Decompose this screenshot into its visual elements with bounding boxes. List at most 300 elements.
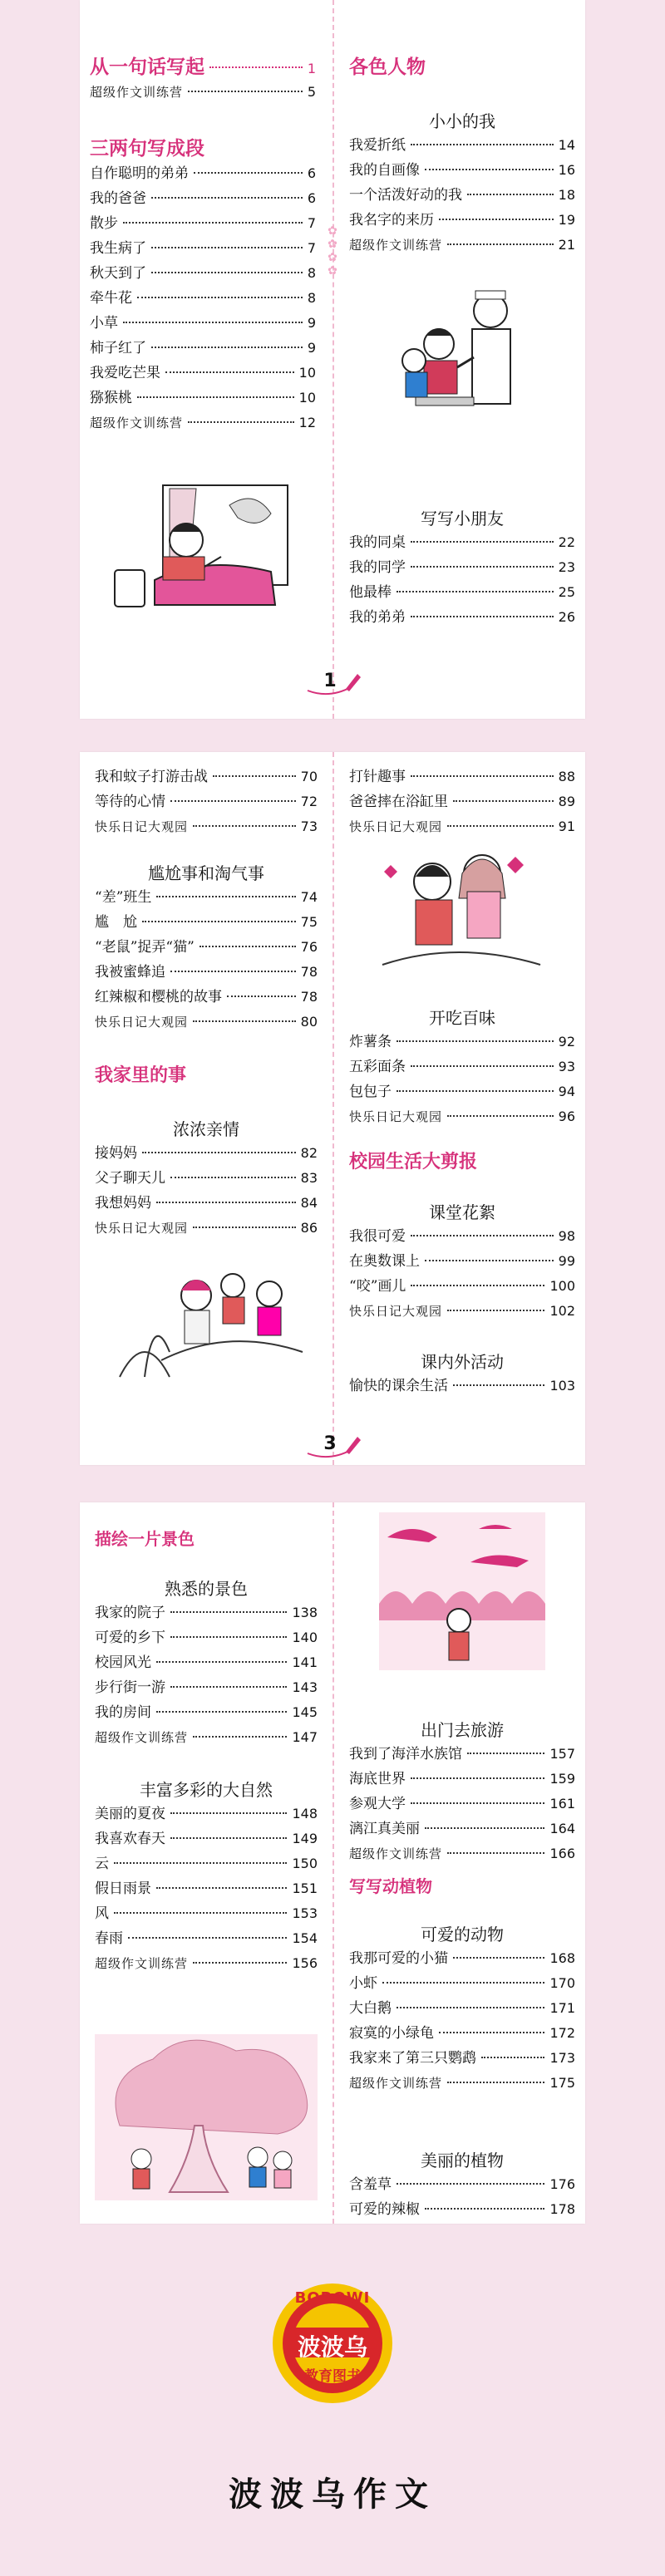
toc-entry[interactable] (90, 186, 316, 211)
entry-title: 校园风光 (95, 1654, 151, 1671)
entry-page-number: 175 (549, 2075, 575, 2091)
toc-entry[interactable] (95, 985, 318, 1010)
toc-list (95, 764, 318, 839)
entry-page-number: 5 (307, 84, 316, 100)
dot-leader (411, 566, 554, 568)
toc-entry[interactable] (95, 764, 318, 789)
cherry-tree-illustration (95, 2034, 318, 2200)
toc-entry[interactable] (90, 261, 316, 286)
entry-page-number: 151 (292, 1880, 318, 1896)
toc-list (90, 80, 316, 105)
entry-page-number: 88 (558, 769, 575, 784)
entry-page-number: 74 (300, 889, 318, 905)
entry-page-number: 96 (558, 1109, 575, 1124)
toc-page-1 (80, 0, 585, 719)
toc-entry[interactable] (349, 133, 575, 158)
entry-title: 可爱的辣椒 (349, 2201, 420, 2218)
entry-title: 超级作文训练营 (349, 1846, 443, 1861)
entry-title: 我的爸爸 (90, 190, 146, 207)
dot-leader (156, 1202, 296, 1203)
subsection-title: 浓浓亲情 (173, 1119, 239, 1139)
toc-list (95, 1141, 318, 1241)
entry-title: 我的房间 (95, 1704, 151, 1721)
logo-top-text: BOROWI (294, 2289, 371, 2307)
entry-page-number: 22 (558, 534, 575, 550)
dot-leader (453, 1384, 544, 1386)
toc-entry[interactable] (349, 530, 575, 555)
toc-entry[interactable] (349, 789, 575, 814)
dot-leader (411, 616, 554, 617)
dot-leader (411, 1777, 544, 1779)
logo-bottom-text: 教育图书 (304, 2368, 361, 2385)
dot-leader (447, 1852, 544, 1854)
entry-title: 小虾 (349, 1975, 377, 1992)
toc-entry[interactable] (349, 605, 575, 630)
dot-leader (467, 194, 554, 195)
dot-leader (194, 172, 303, 174)
entry-page-number: 16 (558, 162, 575, 178)
dot-leader (151, 247, 303, 248)
toc-entry[interactable] (95, 1650, 318, 1675)
toc-entry[interactable] (349, 1079, 575, 1104)
entry-page-number: 176 (549, 2176, 575, 2192)
entry-title: 我家来了第三只鹦鹉 (349, 2050, 476, 2067)
left-column (95, 752, 318, 1465)
entry-page-number: 78 (300, 989, 318, 1005)
entry-title: 快乐日记大观园 (95, 1221, 189, 1236)
toc-list (349, 530, 575, 630)
dot-leader (156, 1711, 287, 1713)
entry-title: 我很可爱 (349, 1228, 406, 1245)
entry-page-number: 172 (549, 2025, 575, 2041)
entry-title: 尴 尬 (95, 914, 137, 931)
entry-page-number: 156 (292, 1955, 318, 1971)
toc-list (349, 133, 575, 258)
entry-page-number: 8 (307, 290, 316, 306)
entry-title: 我名字的来历 (349, 212, 434, 229)
entry-page-number: 93 (558, 1059, 575, 1074)
page-number: 3 (323, 1433, 337, 1454)
entry-page-number: 149 (292, 1831, 318, 1846)
entry-title: 超级作文训练营 (90, 85, 184, 100)
dot-leader (170, 971, 296, 972)
toc-list (349, 1946, 575, 2096)
toc-entry[interactable] (349, 2172, 575, 2197)
toc-entry[interactable] (349, 1792, 575, 1816)
entry-title: 我生病了 (90, 240, 146, 257)
entry-title: 柿子红了 (90, 340, 146, 356)
entry-title: 快乐日记大观园 (95, 1015, 189, 1030)
dot-leader (481, 2057, 544, 2058)
toc-entry[interactable] (90, 286, 316, 311)
toc-entry[interactable] (349, 1274, 575, 1299)
toc-entry[interactable] (95, 1926, 318, 1951)
toc-entry[interactable] (90, 211, 316, 236)
toc-list (349, 1374, 575, 1399)
right-column (349, 1502, 575, 2224)
entry-title: 快乐日记大观园 (349, 1109, 443, 1124)
dot-leader (397, 2183, 544, 2185)
dot-leader (151, 347, 303, 348)
dot-leader (397, 591, 554, 592)
toc-entry[interactable] (90, 410, 316, 435)
section-title: 校园生活大剪报 (349, 1152, 478, 1172)
entry-page-number: 98 (558, 1228, 575, 1244)
entry-page-number: 103 (549, 1378, 575, 1394)
toc-entry[interactable] (95, 1191, 318, 1216)
toc-entry[interactable] (349, 764, 575, 789)
dot-leader (188, 421, 294, 423)
toc-entry[interactable] (95, 1876, 318, 1901)
dot-leader (453, 1957, 544, 1959)
toc-entry[interactable] (95, 1010, 318, 1035)
toc-entry[interactable] (349, 1971, 575, 1996)
entry-page-number: 10 (298, 390, 316, 406)
toc-entry[interactable] (349, 208, 575, 233)
entry-title: 步行街一游 (95, 1679, 165, 1696)
dot-leader (170, 800, 296, 802)
toc-entry[interactable] (349, 1224, 575, 1249)
dot-leader (411, 541, 554, 543)
toc-entry[interactable] (349, 1249, 575, 1274)
entry-title: 漓江真美丽 (349, 1821, 420, 1837)
entry-title: 超级作文训练营 (95, 1956, 189, 1971)
subsection-title: 小小的我 (429, 111, 495, 131)
toc-entry[interactable] (95, 1625, 318, 1650)
toc-entry[interactable] (349, 555, 575, 580)
dot-leader (170, 1177, 296, 1178)
toc-entry[interactable] (349, 1104, 575, 1129)
entry-title: 小草 (90, 315, 118, 332)
toc-entry[interactable] (95, 1851, 318, 1876)
toc-entry[interactable] (349, 1374, 575, 1399)
dot-leader (425, 169, 554, 170)
dot-leader (170, 1686, 287, 1688)
toc-entry[interactable] (349, 580, 575, 605)
toc-entry[interactable] (349, 814, 575, 839)
entry-page-number: 143 (292, 1679, 318, 1695)
entry-title: 秋天到了 (90, 265, 146, 282)
dot-leader (411, 775, 554, 777)
entry-page-number: 100 (549, 1278, 575, 1294)
toc-entry[interactable] (95, 1675, 318, 1700)
entry-page-number: 161 (549, 1796, 575, 1812)
toc-list (90, 161, 316, 435)
entry-title: 我的同学 (349, 559, 406, 576)
toc-entry[interactable] (95, 960, 318, 985)
toc-entry[interactable] (349, 1742, 575, 1767)
entry-title: 我想妈妈 (95, 1195, 151, 1212)
section-title: 三两句写成段 (90, 138, 204, 160)
entry-page-number: 171 (549, 2000, 575, 2016)
toc-entry[interactable] (90, 236, 316, 261)
dot-leader (425, 1260, 554, 1261)
entry-page-number: 72 (300, 794, 318, 809)
entry-page-number: 94 (558, 1084, 575, 1099)
entry-title: 愉快的课余生活 (349, 1378, 448, 1394)
dot-leader (382, 1982, 544, 1984)
toc-entry[interactable] (95, 1700, 318, 1725)
toc-entry[interactable] (95, 1216, 318, 1241)
entry-title: 我喜欢春天 (95, 1831, 165, 1847)
toc-entry[interactable] (349, 2197, 575, 2222)
toc-entry[interactable] (349, 1030, 575, 1054)
subsection-title: 尴尬事和淘气事 (148, 863, 264, 883)
toc-entry[interactable] (349, 1054, 575, 1079)
entry-page-number: 10 (298, 365, 316, 381)
entry-title: 美丽的夏夜 (95, 1806, 165, 1822)
dot-leader (170, 1611, 287, 1613)
entry-page-number: 150 (292, 1856, 318, 1871)
entry-page-number: 168 (549, 1950, 575, 1966)
entry-title: 我的自画像 (349, 162, 420, 179)
dot-leader (165, 371, 294, 373)
dot-leader (425, 2208, 544, 2210)
entry-page-number: 157 (549, 1746, 575, 1762)
entry-page-number: 154 (292, 1930, 318, 1946)
entry-title: “老鼠”捉弄“猫” (95, 939, 195, 956)
entry-title: 可爱的乡下 (95, 1630, 165, 1646)
toc-entry[interactable] (349, 1996, 575, 2021)
toc-entry[interactable] (90, 161, 316, 186)
footer-title: 波波乌作文 (229, 2475, 436, 2514)
dot-leader (447, 1115, 554, 1117)
toc-entry[interactable] (90, 336, 316, 361)
toc-entry[interactable] (95, 910, 318, 935)
entry-page-number: 153 (292, 1905, 318, 1921)
entry-page-number: 14 (558, 137, 575, 153)
toc-entry[interactable] (90, 386, 316, 410)
section-title: 我家里的事 (95, 1065, 187, 1086)
toc-list (349, 1030, 575, 1129)
toc-entry[interactable] (349, 2046, 575, 2071)
column-divider (332, 0, 334, 719)
sick-boy-illustration (105, 480, 304, 617)
entry-page-number: 159 (549, 1771, 575, 1787)
dot-leader (411, 1065, 554, 1067)
dot-leader (193, 1227, 296, 1228)
toc-list (95, 1600, 318, 1750)
kids-playing-illustration (111, 1261, 311, 1385)
entry-title: 我的同桌 (349, 534, 406, 551)
entry-page-number: 82 (300, 1145, 318, 1161)
toc-entry[interactable] (95, 1951, 318, 1976)
dot-leader (227, 995, 296, 997)
entry-page-number: 12 (298, 415, 316, 430)
dot-leader (439, 219, 554, 220)
entry-page-number: 19 (558, 212, 575, 228)
entry-page-number: 173 (549, 2050, 575, 2066)
dot-leader (467, 1753, 544, 1754)
dot-leader (193, 1020, 296, 1022)
toc-entry[interactable] (95, 1166, 318, 1191)
entry-page-number: 148 (292, 1806, 318, 1821)
entry-title: 打针趣事 (349, 769, 406, 785)
left-column (90, 0, 316, 719)
entry-title: 海底世界 (349, 1771, 406, 1787)
dot-leader (170, 1837, 287, 1839)
dot-leader (156, 896, 295, 897)
toc-entry[interactable] (95, 1141, 318, 1166)
dot-leader (193, 1736, 287, 1738)
entry-title: 在奥数课上 (349, 1253, 420, 1270)
toc-entry[interactable] (95, 1600, 318, 1625)
entry-page-number: 145 (292, 1704, 318, 1720)
entry-title: 五彩面条 (349, 1059, 406, 1075)
entry-title: 我被蜜蜂追 (95, 964, 165, 981)
dot-leader (142, 1152, 296, 1153)
toc-entry[interactable] (349, 158, 575, 183)
dot-leader (397, 1090, 554, 1092)
subsection-title: 可爱的动物 (421, 1925, 504, 1944)
entry-page-number: 178 (549, 2201, 575, 2217)
toc-page-3 (80, 752, 585, 1465)
toc-entry[interactable] (349, 2071, 575, 2096)
dot-leader (193, 825, 296, 827)
dot-leader (447, 1310, 544, 1311)
entry-page-number: 8 (307, 265, 316, 281)
dot-leader (213, 775, 296, 777)
entry-title: 超级作文训练营 (90, 415, 184, 430)
entry-title: 我的弟弟 (349, 609, 406, 626)
right-column (349, 752, 575, 1465)
entry-page-number: 86 (300, 1220, 318, 1236)
page-number-badge (304, 669, 362, 697)
dot-leader (114, 1912, 287, 1914)
dot-leader (188, 91, 303, 92)
entry-page-number: 18 (558, 187, 575, 203)
dot-leader (142, 921, 296, 922)
entry-page-number: 99 (558, 1253, 575, 1269)
toc-entry[interactable] (349, 2021, 575, 2046)
toc-entry[interactable] (95, 1802, 318, 1826)
toc-list (349, 764, 575, 839)
toc-entry[interactable] (349, 1767, 575, 1792)
doctor-injection-illustration (391, 281, 540, 430)
dot-leader (137, 396, 294, 398)
dot-leader (453, 800, 554, 802)
entry-page-number: 7 (307, 215, 316, 231)
toc-entry[interactable] (90, 361, 316, 386)
dot-leader (151, 197, 303, 199)
section-page: 1 (307, 61, 316, 76)
entry-page-number: 9 (307, 315, 316, 331)
entry-page-number: 170 (549, 1975, 575, 1991)
page-number: 1 (323, 671, 337, 691)
section-title: 从一句话写起 (90, 57, 204, 78)
entry-page-number: 7 (307, 240, 316, 256)
entry-page-number: 21 (558, 237, 575, 253)
toc-entry[interactable] (95, 1826, 318, 1851)
dot-leader (397, 2007, 544, 2008)
column-divider (332, 752, 334, 1465)
entry-page-number: 147 (292, 1729, 318, 1745)
aquarium-illustration (379, 1512, 545, 1670)
toc-entry[interactable] (349, 183, 575, 208)
toc-entry[interactable] (349, 1816, 575, 1841)
toc-entry[interactable] (90, 80, 316, 105)
subsection-title: 课内外活动 (421, 1352, 504, 1372)
toc-entry[interactable] (95, 814, 318, 839)
entry-page-number: 80 (300, 1014, 318, 1030)
dot-leader (128, 1937, 287, 1939)
section-header-1[interactable] (90, 52, 316, 79)
toc-entry[interactable] (95, 935, 318, 960)
dot-leader (123, 322, 303, 323)
entry-page-number: 9 (307, 340, 316, 356)
entry-title: 我那可爱的小猫 (349, 1950, 448, 1967)
toc-entry[interactable] (95, 789, 318, 814)
dot-leader (209, 66, 303, 68)
toc-list (95, 1802, 318, 1976)
entry-title: 我家的院子 (95, 1605, 165, 1621)
borowi-logo (270, 2281, 395, 2406)
toc-entry[interactable] (349, 233, 575, 258)
entry-page-number: 92 (558, 1034, 575, 1050)
toc-list (95, 885, 318, 1035)
entry-page-number: 164 (549, 1821, 575, 1836)
entry-title: 猕猴桃 (90, 390, 132, 406)
dot-leader (114, 1862, 287, 1864)
dot-leader (425, 1827, 544, 1829)
dot-leader (411, 1802, 544, 1804)
logo-main-text: 波波乌 (297, 2333, 367, 2361)
toc-entry[interactable] (95, 1725, 318, 1750)
subsection-title: 熟悉的景色 (165, 1579, 248, 1599)
dot-leader (447, 2082, 544, 2083)
entry-title: 寂寞的小绿龟 (349, 2025, 434, 2042)
entry-title: 父子聊天儿 (95, 1170, 165, 1187)
entry-title: 超级作文训练营 (349, 2076, 443, 2091)
dot-leader (193, 1962, 287, 1964)
entry-title: 超级作文训练营 (95, 1730, 189, 1745)
entry-title: 超级作文训练营 (349, 238, 443, 253)
family-illustration (374, 840, 549, 973)
entry-page-number: 6 (307, 190, 316, 206)
entry-title: 散步 (90, 215, 118, 232)
toc-entry[interactable] (349, 1841, 575, 1866)
subsection-title: 课堂花絮 (429, 1202, 495, 1222)
entry-title: 牵牛花 (90, 290, 132, 307)
entry-title: 快乐日记大观园 (349, 819, 443, 834)
entry-title: 含羞草 (349, 2176, 392, 2193)
toc-entry[interactable] (90, 311, 316, 336)
toc-entry[interactable] (95, 1901, 318, 1926)
dot-leader (447, 825, 554, 827)
entry-page-number: 102 (549, 1303, 575, 1319)
subsection-title: 美丽的植物 (421, 2151, 504, 2170)
entry-page-number: 73 (300, 819, 318, 834)
section-title: 描绘一片景色 (95, 1529, 195, 1549)
subsection-title: 出门去旅游 (421, 1720, 504, 1740)
entry-title: 风 (95, 1905, 109, 1922)
entry-title: 云 (95, 1856, 109, 1872)
entry-title: 自作聪明的弟弟 (90, 165, 189, 182)
flower-decoration: ✿ ✿ ✿ ✿ (328, 224, 337, 278)
dot-leader (200, 946, 296, 947)
entry-title: 一个活泼好动的我 (349, 187, 462, 204)
toc-list (349, 1742, 575, 1866)
entry-title: 大白鹅 (349, 2000, 392, 2017)
toc-entry[interactable] (349, 1946, 575, 1971)
left-column (95, 1502, 318, 2224)
entry-title: 红辣椒和樱桃的故事 (95, 989, 222, 1005)
entry-page-number: 141 (292, 1654, 318, 1670)
toc-entry[interactable] (349, 1299, 575, 1324)
entry-title: “差”班生 (95, 889, 152, 906)
toc-list (349, 1224, 575, 1324)
toc-entry[interactable] (95, 885, 318, 910)
